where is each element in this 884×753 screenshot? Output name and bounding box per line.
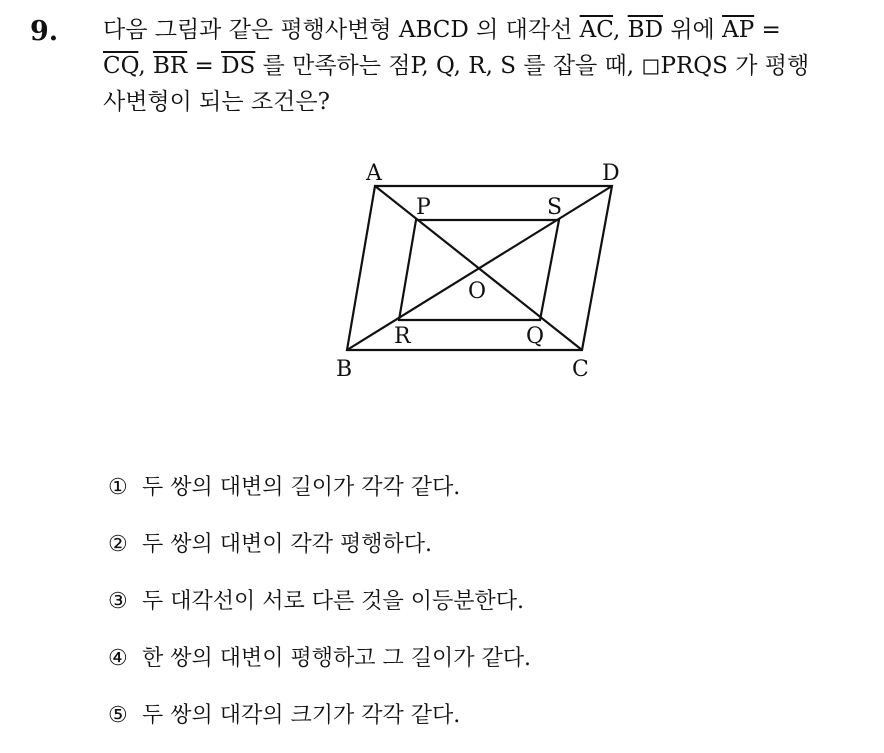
choice-2-number: ②: [108, 532, 128, 557]
label-q: Q: [526, 324, 545, 349]
label-c: C: [572, 357, 589, 382]
choice-4-number: ④: [108, 646, 128, 671]
label-b: B: [336, 357, 353, 382]
question-line-2-rest: 를 만족하는 점P, Q, R, S 를 잡을 때, ◻PRQS 가 평행: [255, 53, 810, 79]
parallelogram-figure: [320, 150, 640, 390]
segment-ap: $\overline{AP}$: [722, 17, 755, 43]
question-line-3: 사변형이 되는 조건은?: [103, 89, 330, 115]
choice-1[interactable]: [108, 468, 531, 525]
diagonal-bd: [347, 186, 612, 350]
choice-4[interactable]: [108, 639, 531, 696]
label-p: P: [416, 195, 431, 220]
question-text: [103, 12, 863, 120]
comma-1: ,: [613, 17, 628, 43]
segment-bd: $\overline{BD}$: [627, 17, 664, 43]
label-o: O: [468, 279, 487, 304]
choice-5[interactable]: [108, 696, 531, 753]
comma-2: ,: [138, 53, 153, 79]
question-number: 9.: [30, 16, 59, 47]
choice-4-text: 한 쌍의 대변이 평행하고 그 길이가 같다.: [142, 646, 531, 671]
choice-2-text: 두 쌍의 대변이 각각 평행하다.: [142, 532, 432, 557]
choice-3[interactable]: [108, 582, 531, 639]
choice-1-number: ①: [108, 475, 128, 500]
choice-1-text: 두 쌍의 대변의 길이가 각각 같다.: [142, 475, 461, 500]
quadrilateral-prqs: [399, 220, 559, 320]
label-d: D: [602, 161, 620, 186]
label-r: R: [394, 324, 411, 349]
question-line-1-prefix: 다음 그림과 같은 평행사변형 ABCD 의 대각선: [103, 17, 580, 43]
question-line-1: [103, 12, 863, 48]
segment-cq: $\overline{CQ}$: [103, 53, 139, 79]
choice-3-number: ③: [108, 589, 128, 614]
choice-2[interactable]: [108, 525, 531, 582]
segment-ds: $\overline{DS}$: [221, 53, 256, 79]
label-a: A: [366, 161, 382, 186]
question-line-1-mid: 위에: [663, 17, 723, 43]
question-line-2: [103, 48, 863, 84]
answer-choices: [108, 468, 531, 753]
segment-br: $\overline{BR}$: [152, 53, 188, 79]
segment-ac: $\overline{AC}$: [579, 17, 614, 43]
equals-1: =: [754, 17, 781, 43]
equals-2: =: [187, 53, 222, 79]
choice-5-number: ⑤: [108, 703, 128, 728]
choice-5-text: 두 쌍의 대각의 크기가 각각 같다.: [142, 703, 461, 728]
label-s: S: [547, 195, 563, 220]
choice-3-text: 두 대각선이 서로 다른 것을 이등분한다.: [142, 589, 524, 614]
